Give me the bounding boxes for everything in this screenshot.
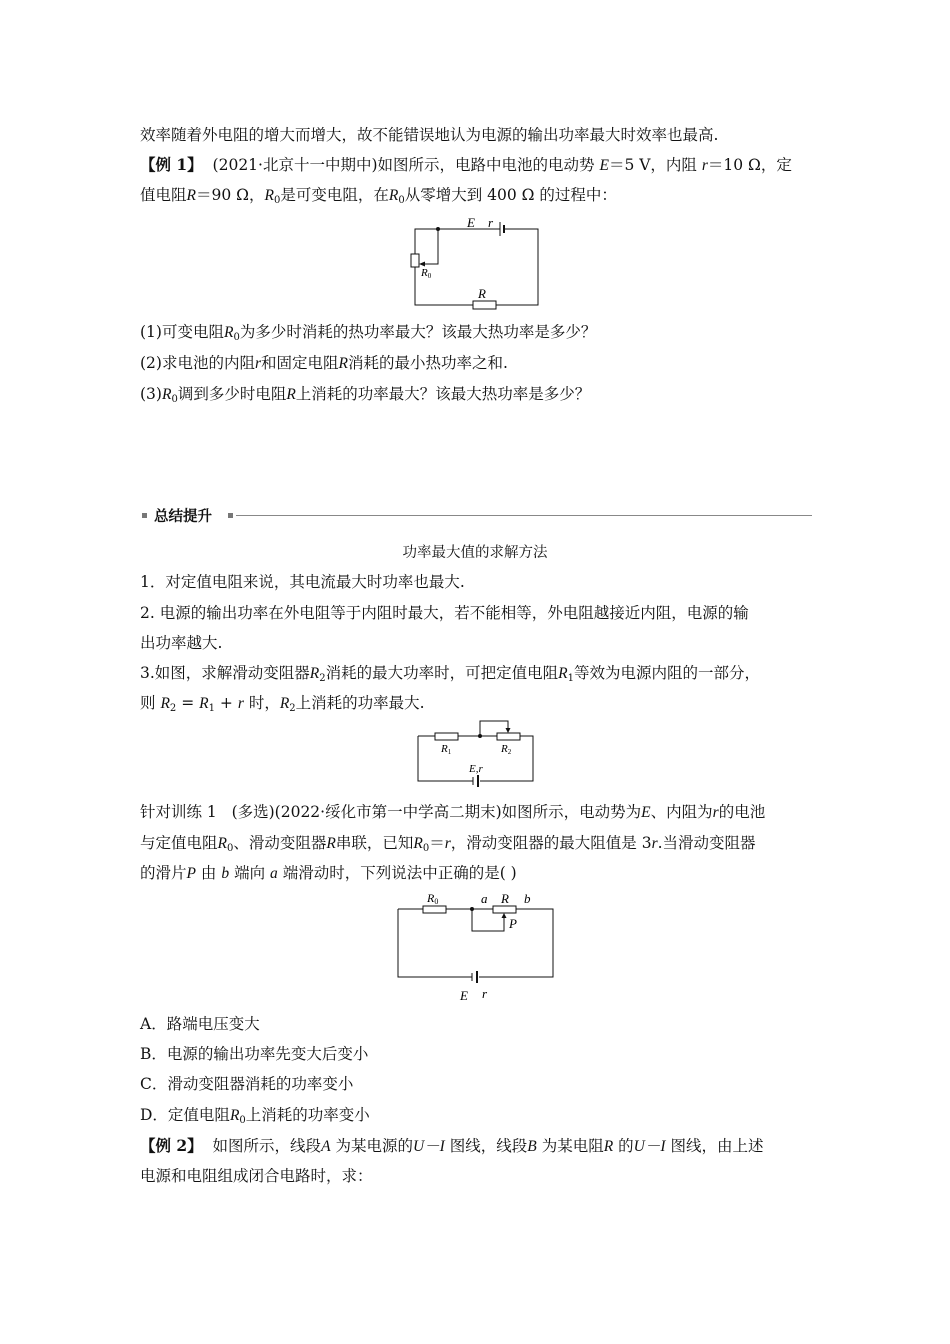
circuit-label-E: E bbox=[460, 988, 468, 1003]
option-a[interactable]: A．路端电压变大 bbox=[140, 1015, 260, 1033]
circuit-label-R0: R0 bbox=[421, 267, 432, 280]
circuit-label-Er: E,r bbox=[469, 763, 483, 775]
option-b[interactable]: B．电源的输出功率先变大后变小 bbox=[140, 1045, 369, 1063]
bullet-square-icon bbox=[142, 513, 147, 518]
example2-line1: 【例 2】 如图所示，线段A 为某电源的U－I 图线，线段B 为某电阻R 的U－I 图线，由上述 bbox=[140, 1136, 764, 1155]
summary-item2-line2: 出功率越大. bbox=[140, 634, 223, 652]
circuit-label-r: r bbox=[482, 986, 488, 1001]
bullet-square-icon bbox=[228, 513, 233, 518]
circuit-label-R1: R1 bbox=[441, 743, 452, 756]
example1-line1: 【例 1】 (2021·北京十一中期中)如图所示，电路中电池的电动势 E＝5 V，内阻 r＝10 Ω，定 bbox=[140, 155, 792, 174]
example2-line2: 电源和电阻组成闭合电路时，求： bbox=[140, 1167, 373, 1185]
circuit-label-P: P bbox=[509, 916, 517, 931]
circuit-label-r: r bbox=[488, 215, 494, 230]
summary-item1: 1．对定值电阻来说，其电流最大时功率也最大. bbox=[140, 573, 465, 591]
example1-question2: (2)求电池的内阻r和固定电阻R消耗的最小热功率之和. bbox=[140, 354, 508, 372]
option-d[interactable]: D．定值电阻$R_0$上消耗的功率变小 bbox=[140, 1106, 370, 1126]
example1-circuit-diagram bbox=[405, 212, 550, 312]
summary-item2-line1: 2. 电源的输出功率在外电阻等于内阻时最大，若不能相等，外电阻越接近内阻，电源的输 bbox=[140, 604, 749, 622]
circuit-label-R: R bbox=[501, 891, 509, 906]
summary-item3-line1: 3.如图，求解滑动变阻器$R_2$消耗的最大功率时，可把定值电阻$R_1$等效为电源内阻的一部分， bbox=[140, 664, 761, 684]
option-c[interactable]: C．滑动变阻器消耗的功率变小 bbox=[140, 1075, 354, 1093]
divider bbox=[236, 515, 812, 516]
training1-line1: 针对训练 1 (多选)(2022·绥化市第一中学高二期末)如图所示，电动势为E、内阻为r的电池 bbox=[140, 803, 766, 821]
example2-tag: 【例 2】 bbox=[140, 1136, 203, 1155]
summary-item3-line2: 则 $R_2 = R_1 + r$ 时，$R_2$上消耗的功率最大. bbox=[140, 694, 425, 714]
example1-question1: (1)可变电阻$R_0$为多少时消耗的热功率最大？该最大热功率是多少？ bbox=[140, 323, 597, 343]
intro-line: 效率随着外电阻的增大而增大，故不能错误地认为电源的输出功率最大时效率也最高. bbox=[140, 126, 719, 144]
circuit-label-R2: R2 bbox=[501, 743, 512, 756]
summary-circuit-diagram bbox=[415, 714, 540, 792]
training1-line2: 与定值电阻$R_0$、滑动变阻器R串联，已知$R_0=r$，滑动变阻器的最大阻值是 3r.当滑动变阻器 bbox=[140, 834, 756, 854]
summary-label: 总结提升 bbox=[154, 509, 212, 525]
training1-tag: 针对训练 1 bbox=[140, 803, 217, 821]
circuit-label-R: R bbox=[478, 286, 486, 301]
summary-heading-bar bbox=[140, 505, 812, 525]
example1-tag: 【例 1】 bbox=[140, 155, 203, 174]
circuit-label-E: E bbox=[467, 215, 475, 230]
example1-line2: 值电阻R＝90 Ω，$R_0$是可变电阻，在$R_0$从零增大到 400 Ω 的过程中： bbox=[140, 186, 617, 206]
training1-circuit-diagram bbox=[390, 888, 560, 1003]
example1-question3: $(3)R_0$调到多少时电阻R上消耗的功率最大？该最大热功率是多少？ bbox=[140, 385, 591, 405]
circuit-label-b: b bbox=[524, 891, 531, 906]
training1-line3: 的滑片P 由 b 端向 a 端滑动时，下列说法中正确的是( ) bbox=[140, 864, 517, 882]
circuit-label-R0: R0 bbox=[427, 891, 439, 906]
summary-title: 功率最大值的求解方法 bbox=[402, 545, 548, 561]
circuit-label-a: a bbox=[481, 891, 488, 906]
